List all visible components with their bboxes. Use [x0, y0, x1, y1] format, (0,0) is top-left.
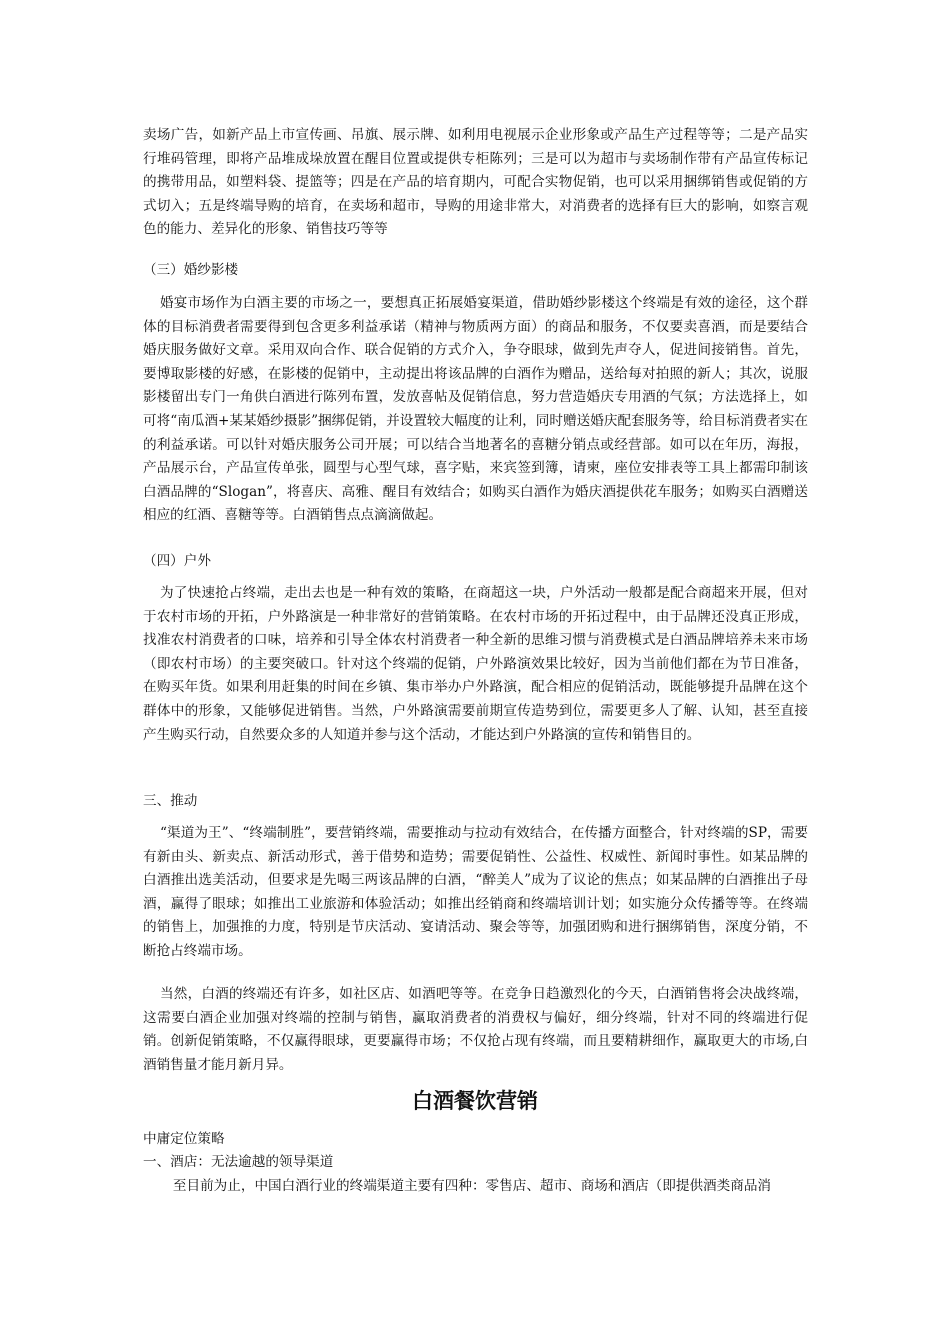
heading-outdoor: （四）户外: [143, 553, 211, 569]
paragraph-wedding-studio: 婚宴市场作为白酒主要的市场之一，要想真正拓展婚宴渠道，借助婚纱影楼这个终端是有效的途径，这个群体的目标消费者需要得到包含更多利益承诺（精神与物质两方面）的商品和服务，不仅要卖喜酒，而是要结合婚庆服务做好文章。采用双向合作、联合促销的方式介入，争夺眼球，做到先声夺人，促进间接销售。首先，要博取影楼的好感，在影楼的促销中，主动提出将该品牌的白酒作为赠品，送给每对拍照的新人；其次，说服影楼留出专门一角供白酒进行陈列布置，发放喜帖及促销信息，努力营造婚庆专用酒的气氛；方法选择上，如可将“南瓜酒+某某婚纱摄影”捆绑促销，并设置较大幅度的让利，同时赠送婚庆配套服务等，给目标消费者实在的利益承诺。可以针对婚庆服务公司开展；可以结合当地著名的喜糖分销点或经营部。如可以在年历，海报，产品展示台，产品宣传单张，圆型与心型气球，喜字贴，来宾签到簿，请柬，座位安排表等工具上都需印制该白酒品牌的“Slogan”，将喜庆、高雅、醒目有效结合；如购买白酒作为婚庆酒提供花车服务；如购买白酒赠送相应的红酒、喜糖等等。白酒销售点点滴滴做起。: [143, 295, 808, 524]
section-title: 白酒餐饮营销: [412, 1089, 538, 1113]
subheading-hotel: 一、酒店：无法逾越的领导渠道: [143, 1154, 334, 1170]
paragraph-channels: 至目前为止，中国白酒行业的终端渠道主要有四种：零售店、超市、商场和酒店（即提供酒类商品消: [172, 1178, 772, 1194]
subheading-strategy: 中庸定位策略: [143, 1131, 225, 1147]
paragraph-outdoor: 为了快速抢占终端，走出去也是一种有效的策略，在商超这一块，户外活动一般都是配合商超来开展，但对于农村市场的开拓，户外路演是一种非常好的营销策略。在农村市场的开拓过程中，由于品牌还没真正形成，找准农村消费者的口味，培养和引导全体农村消费者一种全新的思维习惯与消费模式是白酒品牌培养未来市场（即农村市场）的主要突破口。针对这个终端的促销，户外路演效果比较好，因为当前他们都在为节日准备，在购买年货。如果利用赶集的时间在乡镇、集市举办户外路演，配合相应的促销活动，既能够提升品牌在这个群体中的形象，又能够促进销售。当然，户外路演需要前期宣传造势到位，需要更多人了解、认知，甚至直接产生购买行动，自然要众多的人知道并参与这个活动，才能达到户外路演的宣传和销售目的。: [143, 585, 808, 743]
heading-push: 三、推动: [143, 793, 198, 809]
heading-wedding-studio: （三）婚纱影楼: [143, 262, 239, 278]
paragraph-push: “渠道为王”、“终端制胜”，要营销终端，需要推动与拉动有效结合，在传播方面整合，针对终端的SP，需要有新由头、新卖点、新活动形式，善于借势和造势；需要促销性、公益性、权威性、新闻时事性。如某品牌的白酒推出选美活动，但要求是先喝三两该品牌的白酒，“醉美人”成为了议论的焦点；如某品牌的白酒推出子母酒，赢得了眼球；如推出工业旅游和体验活动；如推出经销商和终端培训计划；如实施分众传播等等。在终端的销售上，加强推的力度，特别是节庆活动、宴请活动、聚会等等，加强团购和进行捆绑销售，深度分销，不断抢占终端市场。: [143, 825, 808, 959]
paragraph-retail-ads: 卖场广告，如新产品上市宣传画、吊旗、展示牌、如利用电视展示企业形象或产品生产过程等等；二是产品实行堆码管理，即将产品堆成垛放置在醒目位置或提供专柜陈列；三是可以为超市与卖场制作带有产品宣传标记的携带用品，如塑料袋、提篮等；四是在产品的培育期内，可配合实物促销，也可以采用捆绑销售或促销的方式切入；五是终端导购的培育，在卖场和超市，导购的用途非常大，对消费者的选择有巨大的影响，如察言观色的能力、差异化的形象、销售技巧等等: [143, 127, 808, 238]
paragraph-conclusion: 当然，白酒的终端还有许多，如社区店、如酒吧等等。在竞争日趋激烈化的今天，白酒销售将会决战终端，这需要白酒企业加强对终端的控制与销售，赢取消费者的消费权与偏好，细分终端，针对不同的终端进行促销。创新促销策略，不仅赢得眼球，更要赢得市场；不仅抢占现有终端，而且要精耕细作，赢取更大的市场,白酒销售量才能月新月异。: [143, 986, 808, 1073]
